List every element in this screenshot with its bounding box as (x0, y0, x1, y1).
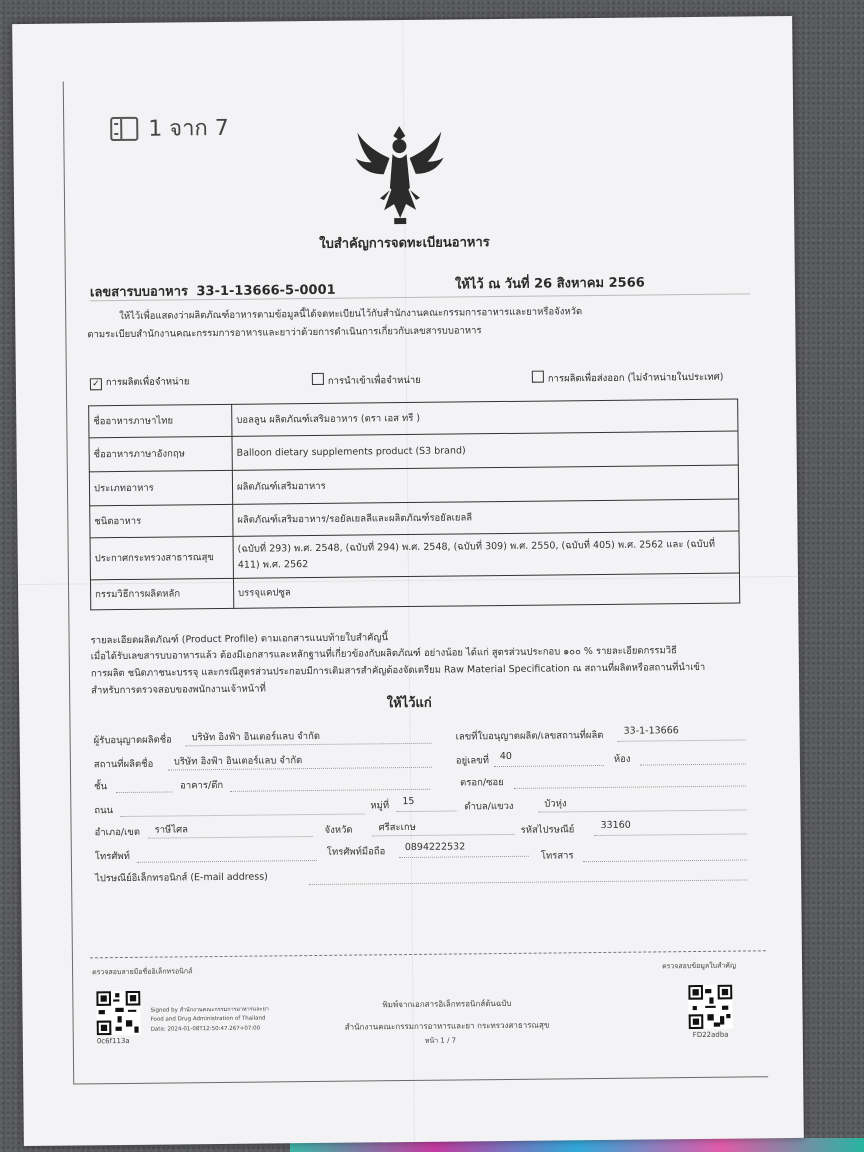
row-label: กรรมวิธีการผลิตหลัก (90, 578, 233, 609)
table-row (90, 573, 739, 610)
garuda-emblem-icon (353, 118, 446, 229)
printed-from: พิมพ์จากเอกสารอิเล็กทรอนิกส์ต้นฉบับ (382, 998, 512, 1010)
province-label: จังหวัด (324, 824, 353, 836)
house-no-value: 40 (499, 750, 512, 763)
row-value: ผลิตภัณฑ์เสริมอาหาร (232, 465, 738, 504)
qr-code-document[interactable] (688, 985, 732, 1029)
license-no-value: 33-1-13666 (623, 725, 679, 737)
row-label: ชื่ออาหารภาษาไทย (89, 404, 232, 437)
product-profile-note: รายละเอียดผลิตภัณฑ์ (Product Profile) ตามเอกสารแนบท้ายใบสำคัญนี้ (90, 632, 389, 647)
certificate-paper (12, 16, 804, 1146)
floor-label: ชั้น (94, 781, 108, 793)
district-value: ราษีไศล (154, 824, 188, 836)
district-label: อำเภอ/เขต (94, 826, 141, 839)
verify-document-label: ตรวจสอบข้อมูลใบสำคัญ (662, 961, 736, 971)
condition-line-3: สำหรับการตรวจสอบของพนักงานเจ้าหน้าที่ (91, 683, 266, 697)
row-label: ชนิดอาหาร (90, 504, 233, 537)
registration-value: 33-1-13666-5-0001 (196, 282, 336, 300)
row-value: (ฉบับที่ 293) พ.ศ. 2548, (ฉบับที่ 294) พ.ศ. 2548, (ฉบับที่ 309) พ.ศ. 2550, (ฉบับที่ 405) พ.ศ. 2562 และ (ฉบับที่ 411) พ.ศ. 2562 (233, 531, 739, 578)
province-value: ศรีสะเกษ (378, 821, 416, 834)
product-info-table (88, 399, 740, 611)
row-label: ชื่ออาหารภาษาอังกฤษ (89, 436, 232, 471)
purpose-export (532, 369, 724, 387)
code-right: FD22adba (692, 1030, 729, 1040)
checkbox-icon (312, 373, 324, 385)
alley-label: ตรอก/ซอย (460, 777, 504, 789)
row-value: บอลลูน ผลิตภัณฑ์เสริมอาหาร (ตรา เอส ทรี ) (232, 399, 738, 436)
signed-date: Date: 2024-01-08T12:50:47.267+07:00 (150, 1025, 261, 1033)
moo-label: หมู่ที่ (370, 800, 390, 812)
code-left: 0c6f113a (96, 1036, 130, 1046)
row-value: ผลิตภัณฑ์เสริมอาหาร/รอยัลเยลลีและผลิตภัณฑ์รอยัลเยลลี (233, 499, 739, 536)
building-label: อาคาร/ตึก (180, 779, 224, 792)
postcode-value: 33160 (600, 819, 631, 831)
page-number: หน้า 1 / 7 (424, 1036, 457, 1045)
condition-line-1: เมื่อได้รับเลขสารบบอาหารแล้ว ต้องมีเอกสารและหลักฐานที่เกี่ยวข้องกับผลิตภัณฑ์ อย่างน้อย ได้แก่ สูตรส่วนประกอบ ๑๐๐ % รายละเอียดกรรมวิธี (90, 645, 677, 663)
sidebar-icon (110, 116, 138, 140)
verify-signature-label: ตรวจสอบลายมือชื่ออิเล็กทรอนิกส์ (92, 967, 193, 977)
road-label: ถนน (94, 805, 114, 817)
table-row (90, 531, 739, 580)
purpose-label: การผลิตเพื่อจำหน่าย (105, 376, 190, 389)
licensee-label: ผู้รับอนุญาตผลิตชื่อ (93, 734, 172, 747)
purpose-label: การผลิตเพื่อส่งออก (ไม่จำหน่ายในประเทศ) (547, 371, 724, 385)
row-label: ประกาศกระทรวงสาธารณสุข (90, 536, 233, 579)
email-label: ไปรษณีย์อิเล็กทรอนิกส์ (E-mail address) (95, 871, 268, 885)
licensee-value: บริษัท อิงฟ้า อินเตอร์แลบ จำกัด (191, 730, 321, 744)
document-title: ใบสำคัญการจดทะเบียนอาหาร (319, 235, 490, 252)
row-value: Balloon dietary supplements product (S3 brand) (232, 431, 738, 470)
purpose-production (90, 374, 190, 390)
room-label: ห้อง (613, 753, 631, 765)
site-value: บริษัท อิงฟ้า อินเตอร์แลบ จำกัด (173, 755, 303, 768)
checkbox-icon (532, 371, 544, 383)
postcode-label: รหัสไปรษณีย์ (520, 824, 575, 836)
purpose-label: การนำเข้าเพื่อจำหน่าย (327, 374, 421, 387)
license-no-label: เลขที่ใบอนุญาตผลิต/เลขสถานที่ผลิต (455, 729, 604, 743)
agency-name: สำนักงานคณะกรรมการอาหารและยา กระทรวงสาธารณสุข (344, 1020, 550, 1032)
row-value: บรรจุแคปซูล (233, 573, 739, 608)
purpose-import (312, 372, 421, 389)
moo-value: 15 (402, 795, 415, 808)
issue-date: ให้ไว้ ณ วันที่ 26 สิงหาคม 2566 (454, 275, 645, 293)
fax-label: โทรสาร (540, 850, 574, 862)
subdistrict-label: ตำบล/แขวง (464, 800, 514, 813)
page-indicator-text: 1 จาก 7 (148, 115, 229, 142)
house-no-label: อยู่เลขที่ (455, 755, 490, 767)
site-label: สถานที่ผลิตชื่อ (93, 758, 154, 771)
qr-code-signature[interactable] (96, 991, 140, 1035)
signed-by: Signed by สำนักงานคณะกรรมการอาหารและยา (150, 1006, 269, 1014)
signed-by-en: Food and Drug Administration of Thailand (150, 1015, 266, 1023)
issued-to-heading: ให้ไว้แก่ (386, 695, 432, 712)
intro-line-1: ให้ไว้เพื่อแสดงว่าผลิตภัณฑ์อาหารตามข้อมูลนี้ได้จดทะเบียนไว้กับสำนักงานคณะกรรมการอาหารและยาหรือจังหวัด (119, 306, 583, 323)
subdistrict-value: บัวหุ่ง (544, 798, 567, 810)
checkbox-checked-icon: ✓ (90, 378, 102, 390)
mobile-label: โทรศัพท์มือถือ (326, 846, 386, 858)
condition-line-2: การผลิต ชนิดภาชนะบรรจุ และกรณีสูตรส่วนประกอบมีการเติมสารสำคัญต้องจัดเตรียม Raw Material Specification ณ สถานที่ผลิตหรือสถานที่นำเข้า (90, 661, 706, 680)
registration-label: เลขสารบบอาหาร (89, 284, 189, 301)
mobile-value: 0894222532 (404, 841, 466, 854)
page-indicator (110, 110, 229, 146)
phone-label: โทรศัพท์ (94, 850, 130, 863)
intro-line-2: ตามระเบียบสำนักงานคณะกรรมการอาหารและยาว่าด้วยการดำเนินการเกี่ยวกับเลขสารบบอาหาร (87, 325, 482, 341)
row-label: ประเภทอาหาร (89, 470, 232, 505)
